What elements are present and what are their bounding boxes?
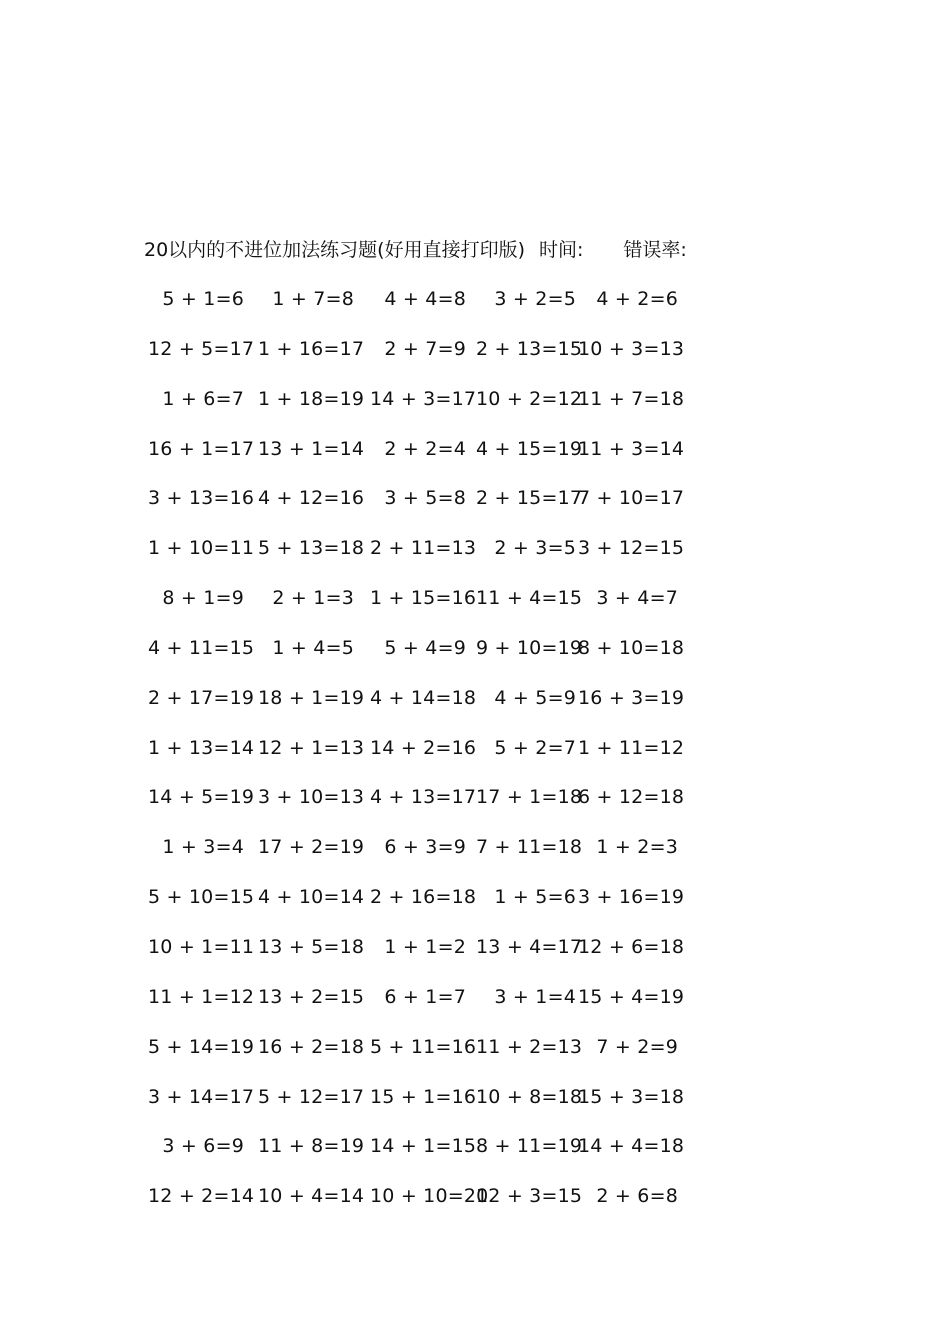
equation-item: 11 + 7=18 xyxy=(578,387,685,410)
equation-item: 15 + 4=19 xyxy=(578,985,685,1008)
equation-item: 2 + 2=4 xyxy=(384,437,466,460)
equation-row xyxy=(148,983,748,1033)
equation-item: 3 + 4=7 xyxy=(596,587,678,610)
equation-item: 1 + 10=11 xyxy=(148,537,255,560)
equation-item: 8 + 11=19 xyxy=(476,1135,583,1158)
equation-row xyxy=(148,285,748,335)
equation-grid xyxy=(148,285,748,1232)
equation-item: 1 + 13=14 xyxy=(148,736,255,759)
equation-row xyxy=(148,684,748,734)
equation-item: 17 + 2=19 xyxy=(258,836,365,859)
equation-item: 11 + 3=14 xyxy=(578,437,685,460)
equation-item: 15 + 1=16 xyxy=(370,1085,477,1108)
equation-item: 3 + 6=9 xyxy=(162,1135,244,1158)
equation-item: 5 + 1=6 xyxy=(162,288,244,310)
equation-item: 17 + 1=18 xyxy=(476,786,583,809)
equation-item: 5 + 2=7 xyxy=(494,736,576,759)
equation-item: 11 + 2=13 xyxy=(476,1035,583,1058)
equation-item: 1 + 18=19 xyxy=(258,387,365,410)
equation-item: 4 + 11=15 xyxy=(148,636,255,659)
equation-item: 12 + 6=18 xyxy=(578,935,685,958)
equation-item: 3 + 12=15 xyxy=(578,537,685,560)
equation-row xyxy=(148,1083,748,1133)
equation-item: 5 + 4=9 xyxy=(384,636,466,659)
equation-item: 14 + 4=18 xyxy=(578,1135,685,1158)
equation-row xyxy=(148,634,748,684)
time-label: 时间: xyxy=(539,239,584,261)
equation-item: 14 + 2=16 xyxy=(370,736,477,759)
equation-item: 2 + 15=17 xyxy=(476,487,583,510)
equation-row xyxy=(148,584,748,634)
equation-item: 10 + 10=20 xyxy=(370,1185,489,1208)
equation-row xyxy=(148,883,748,933)
equation-item: 4 + 14=18 xyxy=(370,686,477,709)
equation-item: 3 + 16=19 xyxy=(578,886,685,909)
equation-item: 16 + 2=18 xyxy=(258,1035,365,1058)
equation-item: 11 + 4=15 xyxy=(476,587,583,610)
equation-item: 1 + 4=5 xyxy=(272,636,354,659)
equation-item: 5 + 11=16 xyxy=(370,1035,477,1058)
equation-item: 3 + 10=13 xyxy=(258,786,365,809)
equation-item: 1 + 15=16 xyxy=(370,587,477,610)
equation-item: 2 + 16=18 xyxy=(370,886,477,909)
equation-item: 1 + 5=6 xyxy=(494,886,576,909)
equation-item: 7 + 11=18 xyxy=(476,836,583,859)
equation-item: 15 + 3=18 xyxy=(578,1085,685,1108)
equation-item: 4 + 12=16 xyxy=(258,487,365,510)
equation-item: 14 + 1=15 xyxy=(370,1135,477,1158)
equation-item: 12 + 2=14 xyxy=(148,1185,255,1208)
equation-item: 12 + 5=17 xyxy=(148,337,255,360)
equation-item: 6 + 1=7 xyxy=(384,985,466,1008)
equation-item: 3 + 1=4 xyxy=(494,985,576,1008)
equation-item: 10 + 3=13 xyxy=(578,337,685,360)
equation-item: 3 + 14=17 xyxy=(148,1085,255,1108)
equation-item: 13 + 4=17 xyxy=(476,935,583,958)
equation-item: 6 + 3=9 xyxy=(384,836,466,859)
equation-item: 3 + 5=8 xyxy=(384,487,466,510)
equation-item: 2 + 1=3 xyxy=(272,587,354,610)
equation-row xyxy=(148,1132,748,1182)
equation-item: 5 + 12=17 xyxy=(258,1085,365,1108)
equation-item: 1 + 1=2 xyxy=(384,935,466,958)
equation-item: 12 + 3=15 xyxy=(476,1185,583,1208)
equation-row xyxy=(148,534,748,584)
equation-item: 10 + 2=12 xyxy=(476,387,583,410)
equation-row xyxy=(148,335,748,385)
equation-item: 1 + 3=4 xyxy=(162,836,244,859)
equation-item: 16 + 1=17 xyxy=(148,437,255,460)
worksheet-title: 20以内的不进位加法练习题(好用直接打印版) xyxy=(144,239,526,261)
equation-row xyxy=(148,484,748,534)
equation-item: 10 + 1=11 xyxy=(148,935,255,958)
equation-item: 2 + 7=9 xyxy=(384,337,466,360)
equation-item: 14 + 3=17 xyxy=(370,387,477,410)
equation-item: 2 + 3=5 xyxy=(494,537,576,560)
equation-item: 1 + 6=7 xyxy=(162,387,244,410)
equation-item: 3 + 13=16 xyxy=(148,487,255,510)
equation-item: 14 + 5=19 xyxy=(148,786,255,809)
equation-item: 2 + 17=19 xyxy=(148,686,255,709)
equation-item: 2 + 6=8 xyxy=(596,1185,678,1208)
equation-item: 8 + 10=18 xyxy=(578,636,685,659)
equation-row xyxy=(148,933,748,983)
equation-item: 4 + 4=8 xyxy=(384,288,466,310)
equation-item: 13 + 1=14 xyxy=(258,437,365,460)
equation-item: 13 + 5=18 xyxy=(258,935,365,958)
equation-item: 4 + 10=14 xyxy=(258,886,365,909)
equation-item: 18 + 1=19 xyxy=(258,686,365,709)
equation-item: 11 + 1=12 xyxy=(148,985,255,1008)
equation-item: 1 + 2=3 xyxy=(596,836,678,859)
equation-item: 8 + 1=9 xyxy=(162,587,244,610)
equation-item: 1 + 11=12 xyxy=(578,736,685,759)
equation-row xyxy=(148,734,748,784)
equation-item: 4 + 2=6 xyxy=(596,288,678,310)
equation-item: 4 + 15=19 xyxy=(476,437,583,460)
equation-row xyxy=(148,385,748,435)
equation-item: 7 + 10=17 xyxy=(578,487,685,510)
equation-item: 11 + 8=19 xyxy=(258,1135,365,1158)
equation-item: 9 + 10=19 xyxy=(476,636,583,659)
equation-item: 1 + 16=17 xyxy=(258,337,365,360)
equation-item: 4 + 13=17 xyxy=(370,786,477,809)
equation-row xyxy=(148,833,748,883)
equation-item: 10 + 4=14 xyxy=(258,1185,365,1208)
equation-item: 7 + 2=9 xyxy=(596,1035,678,1058)
equation-item: 6 + 12=18 xyxy=(578,786,685,809)
equation-item: 13 + 2=15 xyxy=(258,985,365,1008)
equation-item: 3 + 2=5 xyxy=(494,288,576,310)
equation-item: 16 + 3=19 xyxy=(578,686,685,709)
equation-item: 5 + 14=19 xyxy=(148,1035,255,1058)
equation-row xyxy=(148,1033,748,1083)
equation-row xyxy=(148,435,748,485)
error-rate-label: 错误率: xyxy=(623,239,687,261)
equation-row xyxy=(148,1182,748,1232)
equation-item: 5 + 10=15 xyxy=(148,886,255,909)
equation-item: 2 + 11=13 xyxy=(370,537,477,560)
equation-item: 1 + 7=8 xyxy=(272,288,354,310)
equation-item: 10 + 8=18 xyxy=(476,1085,583,1108)
equation-item: 5 + 13=18 xyxy=(258,537,365,560)
equation-item: 2 + 13=15 xyxy=(476,337,583,360)
equation-item: 4 + 5=9 xyxy=(494,686,576,709)
equation-row xyxy=(148,783,748,833)
equation-item: 12 + 1=13 xyxy=(258,736,365,759)
worksheet-header xyxy=(144,236,687,264)
